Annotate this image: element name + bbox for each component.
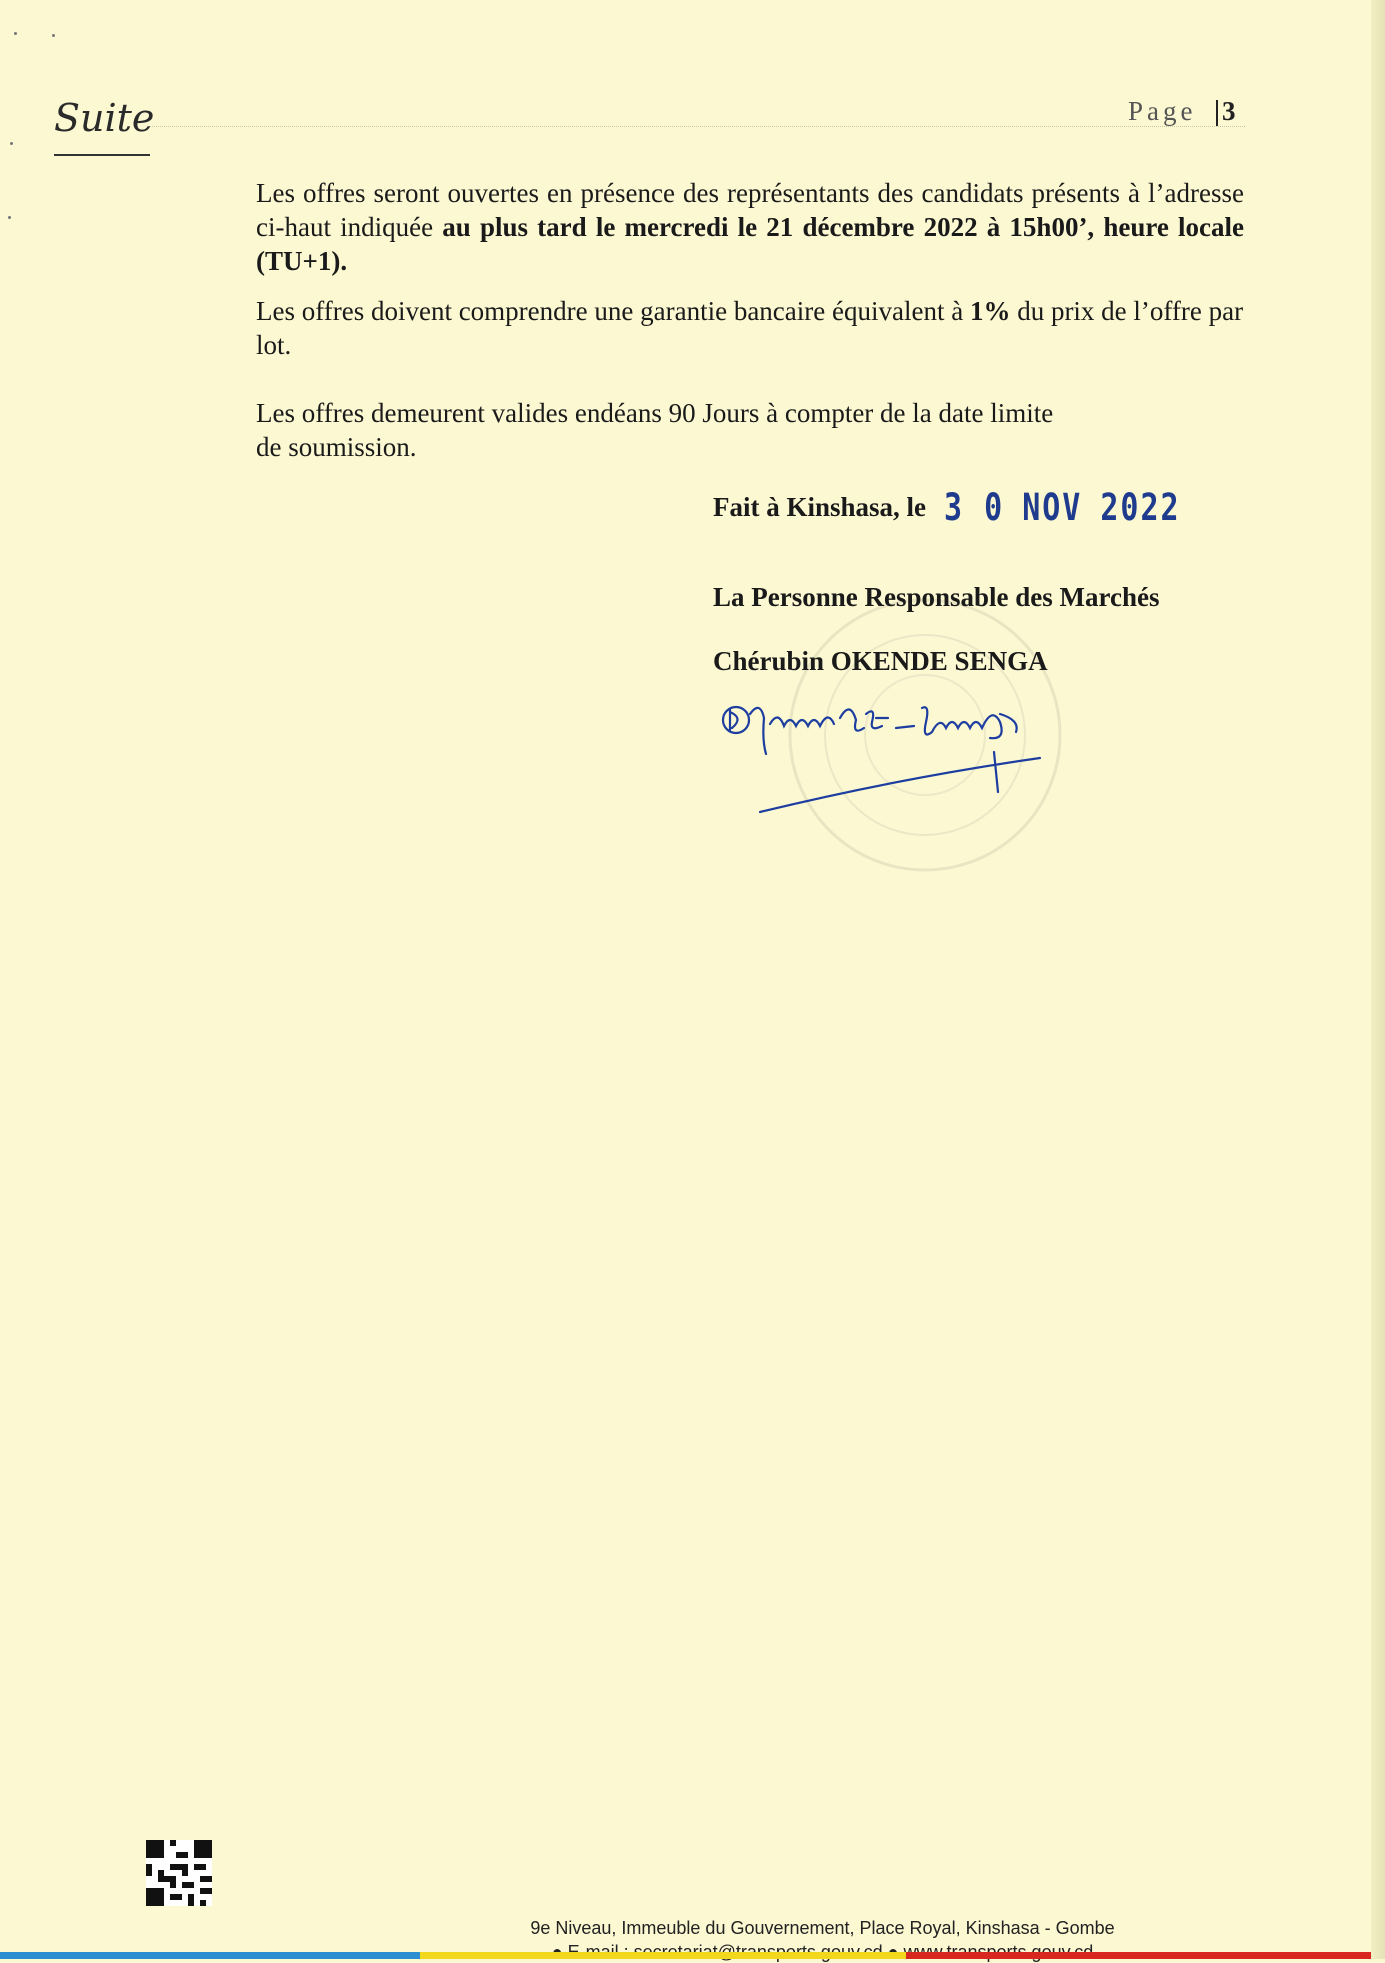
date-stamp (944, 486, 1199, 530)
scan-speck (8, 216, 11, 219)
paragraph-validity: Les offres demeurent valides endéans 90 Jours à compter de la date limite de soumission. (256, 398, 1054, 462)
paragraph-opening (256, 176, 1244, 278)
handwritten-signature (700, 670, 1100, 830)
scan-speck (14, 32, 17, 35)
paragraph-guarantee-tail: du prix de l’offre par lot. (256, 296, 1244, 360)
flag-stripe-red (906, 1952, 1371, 1959)
signatory-name: Chérubin OKENDE SENGA (713, 646, 1048, 676)
paragraph-opening-text: Les offres seront ouvertes en présence des représentants des candidats présents à l’adresse ci-haut indiquée (256, 178, 1244, 242)
qr-code (146, 1840, 212, 1906)
suite-label: Suite (54, 96, 155, 140)
signatory-role: La Personne Responsable des Marchés (713, 582, 1160, 612)
paragraph-opening-deadline: au plus tard le mercredi le 21 décembre 2022 à 15h00’, heure locale (TU+1). (256, 212, 1244, 276)
suite-underline (54, 154, 150, 156)
flag-stripe-yellow (420, 1952, 906, 1959)
stamp-year: 2022 (1100, 486, 1181, 530)
place-date-label: Fait à Kinshasa, le (713, 492, 927, 522)
stamp-month: NOV (1022, 486, 1083, 530)
page-separator (1216, 100, 1218, 126)
scan-speck (10, 142, 13, 145)
paragraph-guarantee (256, 294, 1244, 362)
scan-speck (52, 34, 55, 37)
footer-address: 9e Niveau, Immeuble du Gouvernement, Place Royal, Kinshasa - Gombe (530, 1918, 1115, 1938)
page-edge-shadow (1371, 0, 1385, 1959)
paragraph-guarantee-text: Les offres doivent comprendre une garantie bancaire équivalent à (256, 296, 970, 326)
page-number: 3 (1222, 96, 1236, 126)
page-label: Page (1128, 96, 1197, 126)
header-rule (150, 126, 1245, 127)
stamp-day: 3 0 (944, 486, 1005, 530)
guarantee-percent: 1% (969, 296, 1011, 326)
flag-stripe-blue (0, 1952, 420, 1959)
